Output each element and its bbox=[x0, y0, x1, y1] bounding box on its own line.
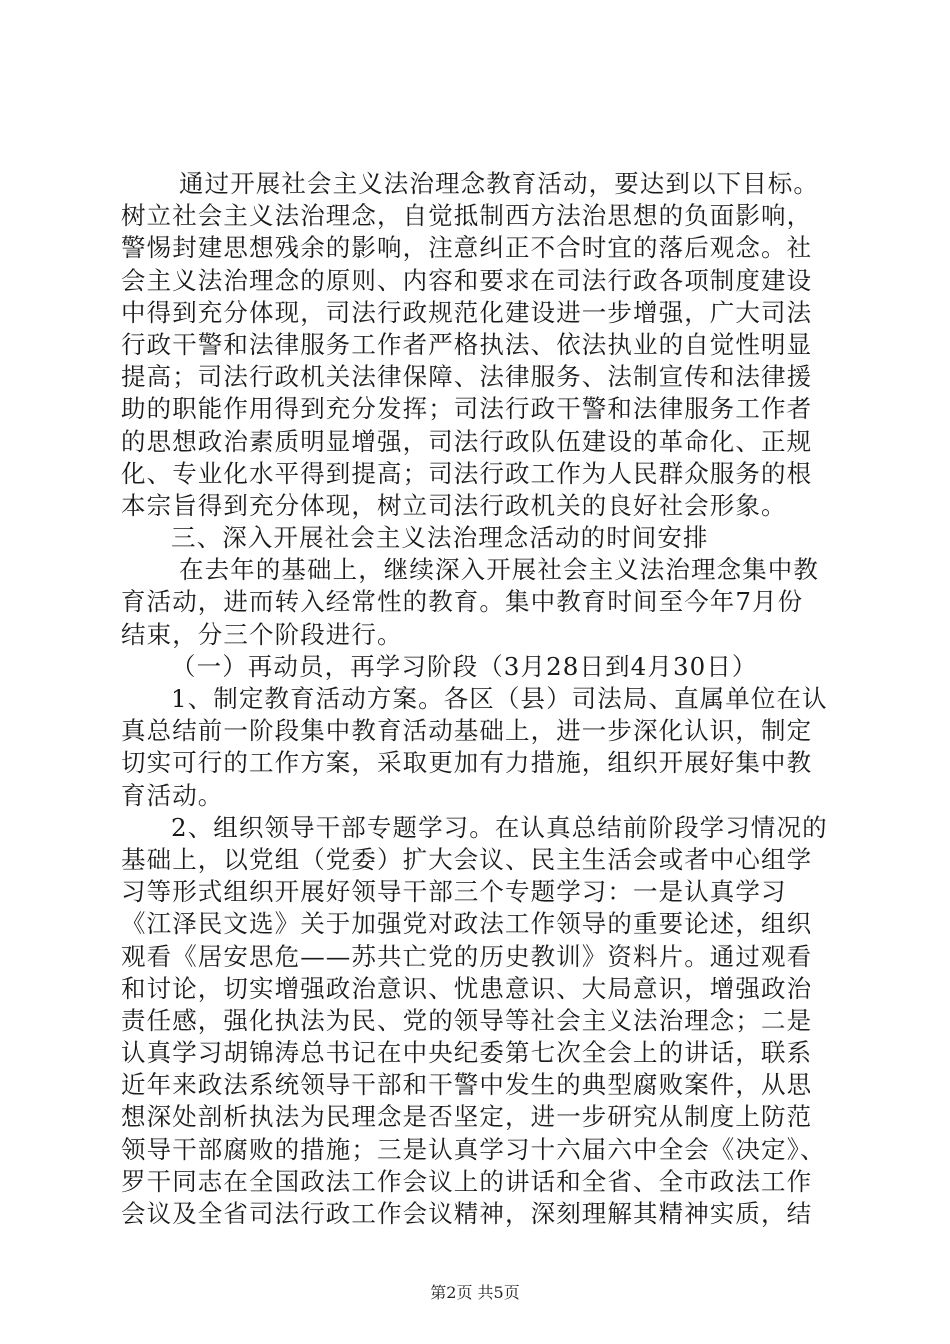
text-line: 基础上，以党组（党委）扩大会议、民主生活会或者中心组学 bbox=[121, 844, 813, 874]
text-line: 的思想政治素质明显增强，司法行政队伍建设的革命化、正规 bbox=[121, 426, 813, 456]
text-line: 认真学习胡锦涛总书记在中央纪委第七次全会上的讲话，联系 bbox=[121, 1038, 813, 1068]
subsection-heading: （一）再动员，再学习阶段（3月28日到4月30日） bbox=[171, 651, 758, 681]
text-line: 2、组织领导干部专题学习。在认真总结前阶段学习情况的 bbox=[171, 812, 828, 842]
text-line: 结束，分三个阶段进行。 bbox=[121, 619, 403, 649]
document-body bbox=[121, 168, 833, 1230]
text-line: 树立社会主义法治理念，自觉抵制西方法治思想的负面影响， bbox=[121, 201, 813, 231]
text-line: 观看《居安思危——苏共亡党的历史教训》资料片。通过观看 bbox=[121, 941, 813, 971]
text-line: 会议及全省司法行政工作会议精神，深刻理解其精神实质，结 bbox=[121, 1199, 813, 1228]
text-line: 通过开展社会主义法治理念教育活动，要达到以下目标。 bbox=[179, 169, 819, 198]
text-line: 《江泽民文选》关于加强党对政法工作领导的重要论述，组织 bbox=[121, 909, 813, 939]
text-line: 育活动，进而转入经常性的教育。集中教育时间至今年7月份 bbox=[121, 587, 804, 617]
text-line: 提高；司法行政机关法律保障、法律服务、法制宣传和法律援 bbox=[121, 362, 813, 392]
text-line: 育活动。 bbox=[121, 780, 224, 810]
text-line: 1、制定教育活动方案。各区（县）司法局、直属单位在认 bbox=[171, 684, 828, 713]
text-line: 行政干警和法律服务工作者严格执法、依法执业的自觉性明显 bbox=[121, 329, 813, 359]
text-line: 近年来政法系统领导干部和干警中发生的典型腐败案件，从思 bbox=[121, 1070, 813, 1100]
text-line: 化、专业化水平得到提高；司法行政工作为人民群众服务的根 bbox=[121, 458, 813, 488]
text-line: 想深处剖析执法为民理念是否坚定，进一步研究从制度上防范 bbox=[121, 1102, 813, 1132]
text-line: 中得到充分体现，司法行政规范化建设进一步增强，广大司法 bbox=[121, 297, 813, 327]
text-line: 会主义法治理念的原则、内容和要求在司法行政各项制度建设 bbox=[121, 265, 813, 295]
text-line: 警惕封建思想残余的影响，注意纠正不合时宜的落后观念。社 bbox=[121, 233, 813, 263]
text-line: 罗干同志在全国政法工作会议上的讲话和全省、全市政法工作 bbox=[121, 1166, 813, 1196]
text-line: 责任感，强化执法为民、党的领导等社会主义法治理念；二是 bbox=[121, 1005, 813, 1035]
page-number-footer: 第2页 共5页 bbox=[430, 1283, 520, 1302]
text-line: 习等形式组织开展好领导干部三个专题学习：一是认真学习 bbox=[121, 877, 787, 907]
text-line: 真总结前一阶段集中教育活动基础上，进一步深化认识，制定 bbox=[121, 716, 813, 746]
section-heading: 三、深入开展社会主义法治理念活动的时间安排 bbox=[171, 523, 709, 553]
text-line: 领导干部腐败的措施；三是认真学习十六届六中全会《决定》、 bbox=[121, 1134, 826, 1164]
text-line: 助的职能作用得到充分发挥；司法行政干警和法律服务工作者 bbox=[121, 394, 813, 424]
text-line: 和讨论，切实增强政治意识、忧患意识、大局意识，增强政治 bbox=[121, 973, 813, 1003]
text-line: 在去年的基础上，继续深入开展社会主义法治理念集中教 bbox=[179, 555, 819, 585]
text-line: 切实可行的工作方案，采取更加有力措施，组织开展好集中教 bbox=[121, 748, 813, 778]
text-line: 本宗旨得到充分体现，树立司法行政机关的良好社会形象。 bbox=[121, 490, 787, 520]
